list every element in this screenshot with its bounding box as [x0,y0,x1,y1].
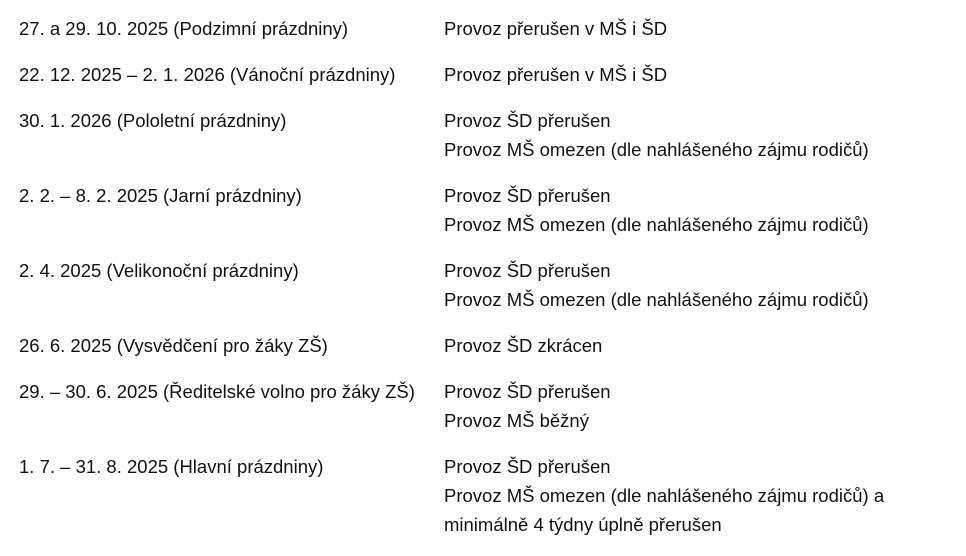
status-line: Provoz ŠD přerušen [444,456,611,477]
status-line: Provoz ŠD přerušen [444,185,611,206]
status-line: Provoz MŠ omezen (dle nahlášeného zájmu rodičů) [444,214,869,235]
status-block [444,181,949,239]
schedule-row [19,181,949,239]
schedule-row [19,331,949,360]
status-line: Provoz MŠ běžný [444,410,589,431]
schedule-list [19,14,949,556]
status-block [444,331,949,360]
status-line: Provoz ŠD přerušen [444,381,611,402]
status-line: Provoz ŠD zkrácen [444,335,603,356]
date-label: 29. – 30. 6. 2025 (Ředitelské volno pro žáky ZŠ) [19,381,415,402]
status-block [444,377,949,435]
date-label: 30. 1. 2026 (Pololetní prázdniny) [19,110,287,131]
status-line: Provoz MŠ omezen (dle nahlášeného zájmu rodičů) [444,139,869,160]
schedule-row [19,60,949,89]
date-label: 26. 6. 2025 (Vysvědčení pro žáky ZŠ) [19,335,328,356]
date-label: 22. 12. 2025 – 2. 1. 2026 (Vánoční prázdniny) [19,64,396,85]
status-block [444,14,949,43]
status-block [444,256,949,314]
schedule-row [19,377,949,435]
status-line: Provoz ŠD přerušen [444,260,611,281]
date-label: 27. a 29. 10. 2025 (Podzimní prázdniny) [19,18,349,39]
date-label: 1. 7. – 31. 8. 2025 (Hlavní prázdniny) [19,456,324,477]
date-label: 2. 4. 2025 (Velikonoční prázdniny) [19,260,299,281]
status-block [444,60,949,89]
date-label: 2. 2. – 8. 2. 2025 (Jarní prázdniny) [19,185,302,206]
status-line: Provoz přerušen v MŠ i ŠD [444,64,668,85]
schedule-row [19,14,949,43]
status-line: Provoz ŠD přerušen [444,110,611,131]
status-block [444,452,949,539]
status-line: Provoz MŠ omezen (dle nahlášeného zájmu rodičů) [444,289,869,310]
schedule-row [19,256,949,314]
status-line: minimálně 4 týdny úplně přerušen [444,514,722,535]
schedule-row [19,106,949,164]
status-line: Provoz MŠ omezen (dle nahlášeného zájmu rodičů) a [444,485,885,506]
status-line: Provoz přerušen v MŠ i ŠD [444,18,668,39]
status-block [444,106,949,164]
schedule-row [19,452,949,539]
